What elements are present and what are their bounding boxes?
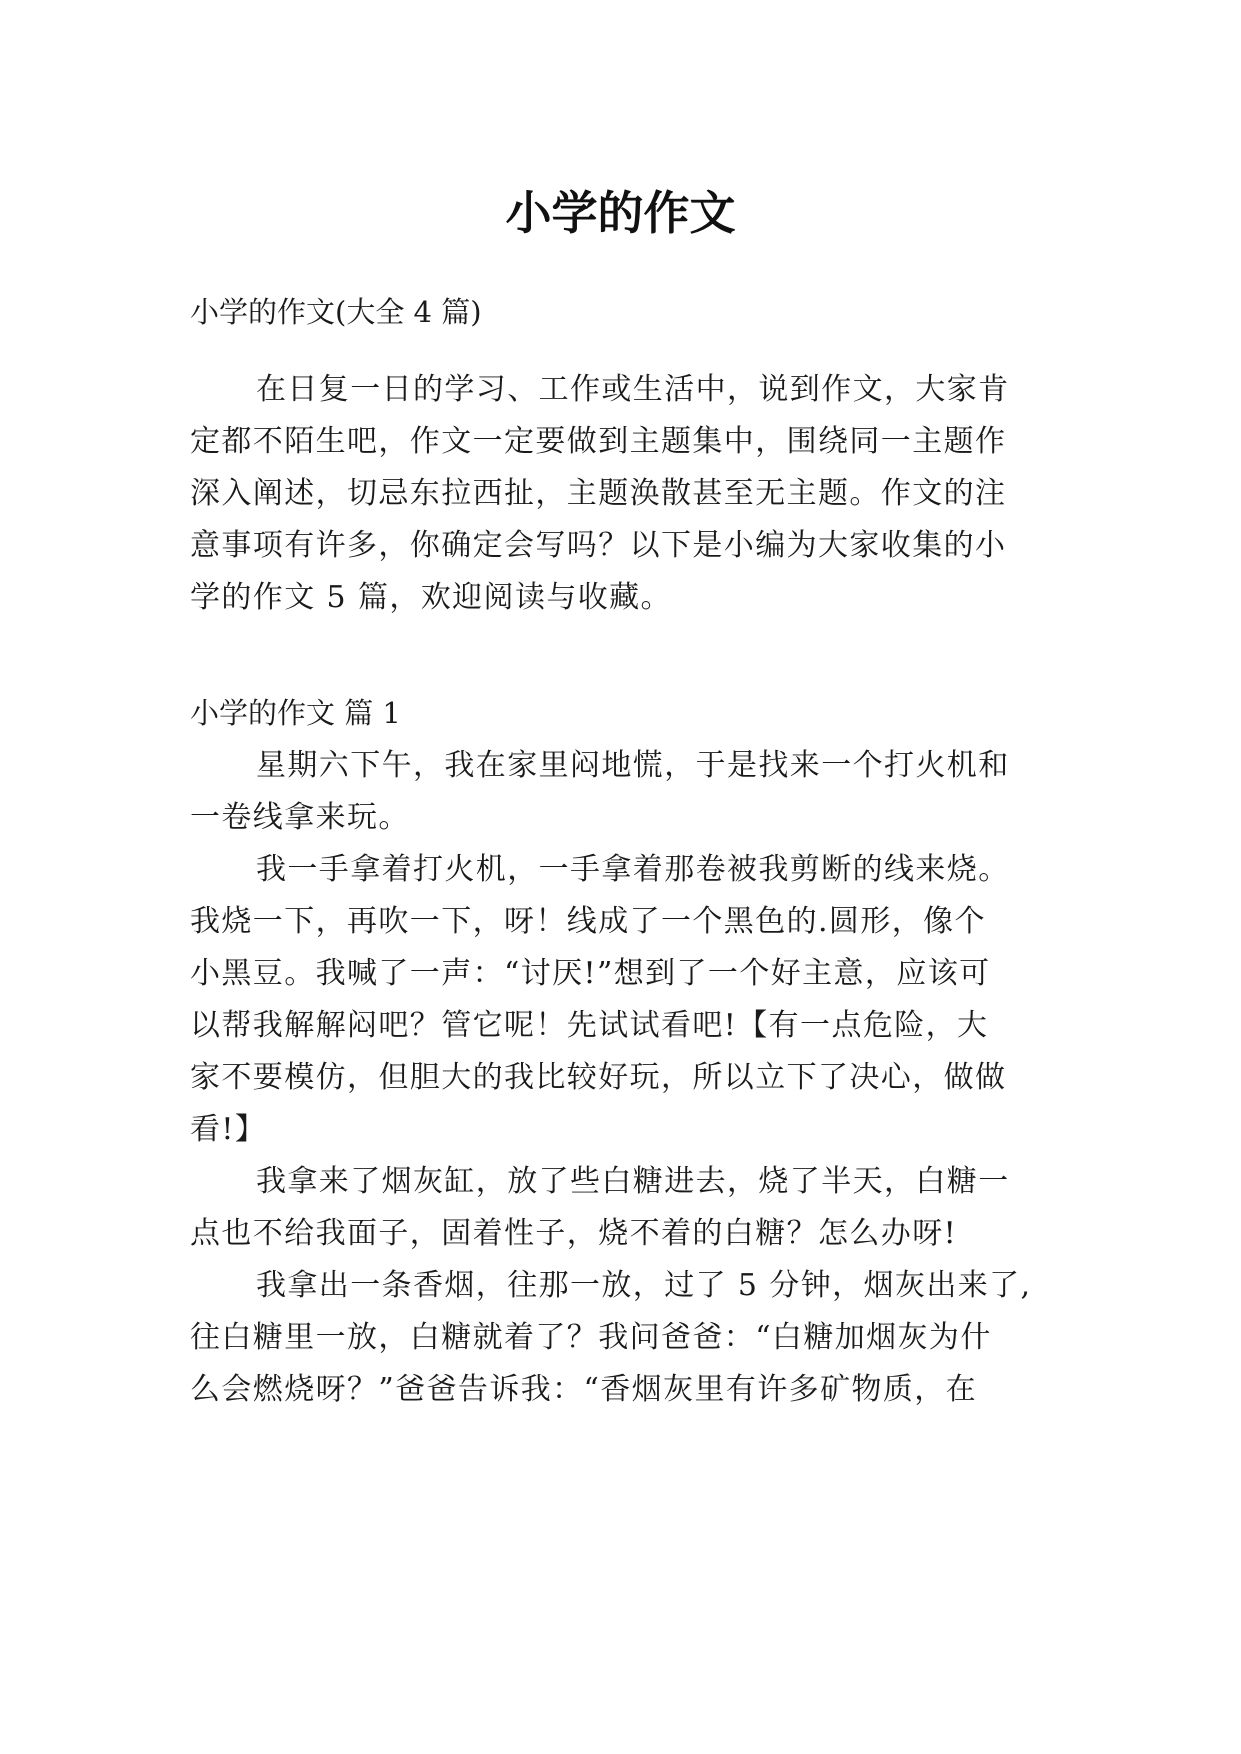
body-line: 点也不给我面子，固着性子，烧不着的白糖？怎么办呀! — [190, 1216, 958, 1251]
body-line: 我拿出一条香烟，往那一放，过了 5 分钟，烟灰出来了, — [256, 1268, 1032, 1303]
intro-line: 意事项有许多，你确定会写吗？以下是小编为大家收集的小 — [190, 528, 1007, 563]
body-line: 么会燃烧呀？”爸爸告诉我：“香烟灰里有许多矿物质，在 — [190, 1372, 978, 1407]
intro-line: 深入阐述，切忌东拉西扯，主题涣散甚至无主题。作文的注 — [190, 476, 1007, 511]
body-line: 小黑豆。我喊了一声：“讨厌!”想到了一个好主意，应该可 — [190, 956, 991, 991]
body-line: 一卷线拿来玩。 — [190, 800, 410, 835]
body-line: 我拿来了烟灰缸，放了些白糖进去，烧了半天，白糖一 — [256, 1164, 1010, 1199]
body-line: 往白糖里一放，白糖就着了？我问爸爸：“白糖加烟灰为什 — [190, 1320, 992, 1355]
intro-line: 定都不陌生吧，作文一定要做到主题集中，围绕同一主题作 — [190, 424, 1007, 459]
body-line: 星期六下午，我在家里闷地慌，于是找来一个打火机和 — [256, 748, 1010, 783]
body-line: 我一手拿着打火机，一手拿着那卷被我剪断的线来烧。 — [256, 852, 1010, 887]
body-line: 以帮我解解闷吧？管它呢！先试试看吧!【有一点危险，大 — [190, 1008, 989, 1043]
body-line: 看!】 — [190, 1112, 267, 1147]
document-title: 小学的作文 — [505, 185, 736, 240]
document-subtitle: 小学的作文(大全 4 篇) — [190, 295, 482, 329]
section-heading: 小学的作文 篇 1 — [190, 696, 401, 730]
intro-line: 在日复一日的学习、工作或生活中，说到作文，大家肯 — [256, 372, 1010, 407]
body-line: 家不要模仿，但胆大的我比较好玩，所以立下了决心，做做 — [190, 1060, 1007, 1095]
body-line: 我烧一下，再吹一下，呀！线成了一个黑色的.圆形，像个 — [190, 904, 986, 939]
intro-line: 学的作文 5 篇，欢迎阅读与收藏。 — [190, 580, 672, 615]
